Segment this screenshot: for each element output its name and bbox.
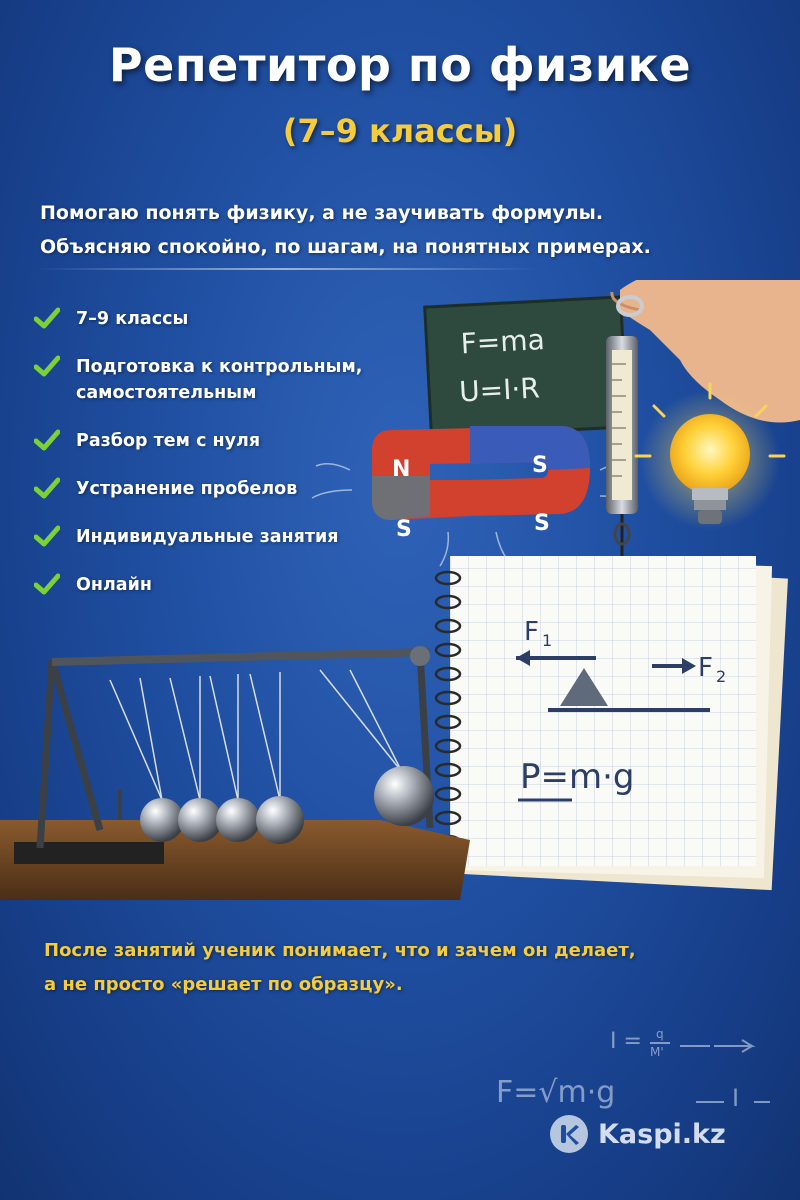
force-label-f1: F xyxy=(524,617,539,647)
magnet-pole-s: S xyxy=(534,511,550,536)
list-item xyxy=(34,354,394,406)
feature-label: Подготовка к контрольным, самостоятельным xyxy=(76,357,363,403)
kaspi-logo-icon xyxy=(548,1113,590,1155)
blackboard xyxy=(425,297,628,437)
list-item xyxy=(34,572,394,598)
feature-label: Онлайн xyxy=(76,575,152,595)
kaspi-logo xyxy=(548,1112,726,1156)
force-label-f2: F xyxy=(698,653,713,683)
outro-line: а не просто «решает по образцу». xyxy=(44,974,403,995)
notebook xyxy=(436,556,788,890)
chalk-formula: F=√m·g xyxy=(496,1075,616,1110)
feature-label: Устранение пробелов xyxy=(76,479,298,499)
intro-line: Объясняю спокойно, по шагам, на понятных примерах. xyxy=(40,236,651,258)
chalk-formula: I xyxy=(732,1084,740,1112)
outro-line: После занятий ученик понимает, что и зачем он делает, xyxy=(44,940,636,961)
feature-list xyxy=(34,306,394,620)
page-subtitle: (7–9 классы) xyxy=(282,112,518,150)
chalk-formula-denominator: M' xyxy=(650,1045,664,1059)
feature-label: Индивидуальные занятия xyxy=(76,527,339,547)
magnet-pole-n: N xyxy=(392,457,411,482)
chalk-formula: I = xyxy=(610,1029,642,1054)
logo-text: Kaspi.kz xyxy=(598,1118,726,1150)
check-icon xyxy=(34,477,60,499)
page-title: Репетитор по физике xyxy=(108,38,692,92)
feature-label: Разбор тем с нуля xyxy=(76,431,261,451)
check-icon xyxy=(34,573,60,595)
check-icon xyxy=(34,355,60,377)
blackboard-formula-2: U=I·R xyxy=(458,371,541,409)
newtons-cradle-icon xyxy=(0,646,470,900)
blackboard-formula-1: F=ma xyxy=(459,323,546,361)
outro-text xyxy=(44,934,764,1002)
magnet-pole-s: S xyxy=(396,517,412,542)
check-icon xyxy=(34,429,60,451)
chalk-formula-numerator: q xyxy=(656,1027,664,1041)
list-item xyxy=(34,476,394,502)
list-item xyxy=(34,428,394,454)
list-item xyxy=(34,306,394,332)
intro-text xyxy=(40,196,760,264)
check-icon xyxy=(34,307,60,329)
feature-label: 7–9 классы xyxy=(76,309,189,329)
intro-line: Помогаю понять физику, а не заучивать формулы. xyxy=(40,202,604,224)
list-item xyxy=(34,524,394,550)
check-icon xyxy=(34,525,60,547)
notebook-formula: P=m·g xyxy=(520,757,635,797)
magnet-pole-s: S xyxy=(532,453,548,478)
divider xyxy=(36,268,536,270)
force-label-f2-sub: 2 xyxy=(716,667,727,686)
force-label-f1-sub: 1 xyxy=(542,631,553,650)
